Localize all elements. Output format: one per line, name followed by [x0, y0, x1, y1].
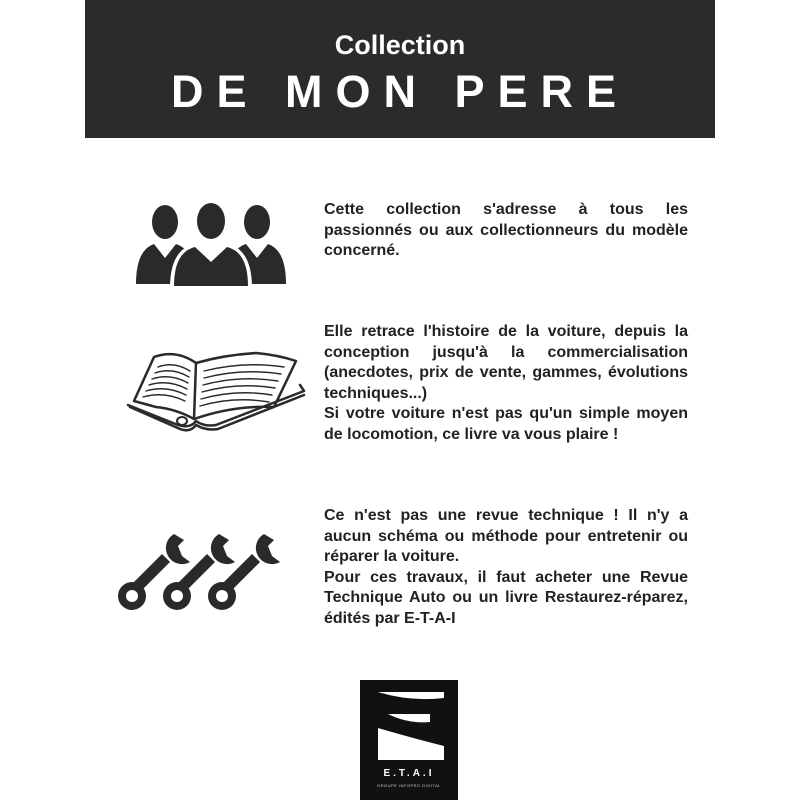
open-book-icon [124, 345, 308, 441]
etai-e-mark-icon [360, 680, 458, 764]
section-technical-text [324, 506, 688, 629]
collection-subtitle: Collection [334, 30, 466, 60]
header-banner [85, 0, 715, 138]
etai-logo-tagline: GROUPE INFOPRO DIGITAL [376, 783, 442, 788]
etai-logo [360, 680, 458, 800]
section-technical-paragraph: Ce n'est pas une revue technique ! Il n'y a aucun schéma ou méthode pour entretenir ou réparer la voiture. [324, 507, 688, 565]
section-history-text [324, 322, 688, 445]
section-history-paragraph: Elle retrace l'histoire de la voiture, depuis la conception jusqu'à la commercialisation (anecdotes, prix de vente, gammes, évolutions techniques...) [324, 323, 688, 402]
section-audience-text [324, 200, 688, 262]
wrenches-icon [118, 528, 290, 612]
etai-logo-name: E.T.A.I [383, 768, 435, 779]
collection-title: DE MON PERE [170, 66, 630, 117]
section-audience-paragraph: Cette collection s'adresse à tous les passionnés ou aux collectionneurs du modèle concerné. [324, 201, 688, 259]
section-technical-paragraph: Pour ces travaux, il faut acheter une Revue Technique Auto ou un livre Restaurez-réparez, édités par E-T-A-I [324, 568, 688, 627]
people-icon [132, 200, 290, 290]
section-history-paragraph: Si votre voiture n'est pas qu'un simple moyen de locomotion, ce livre va vous plaire ! [324, 405, 688, 443]
